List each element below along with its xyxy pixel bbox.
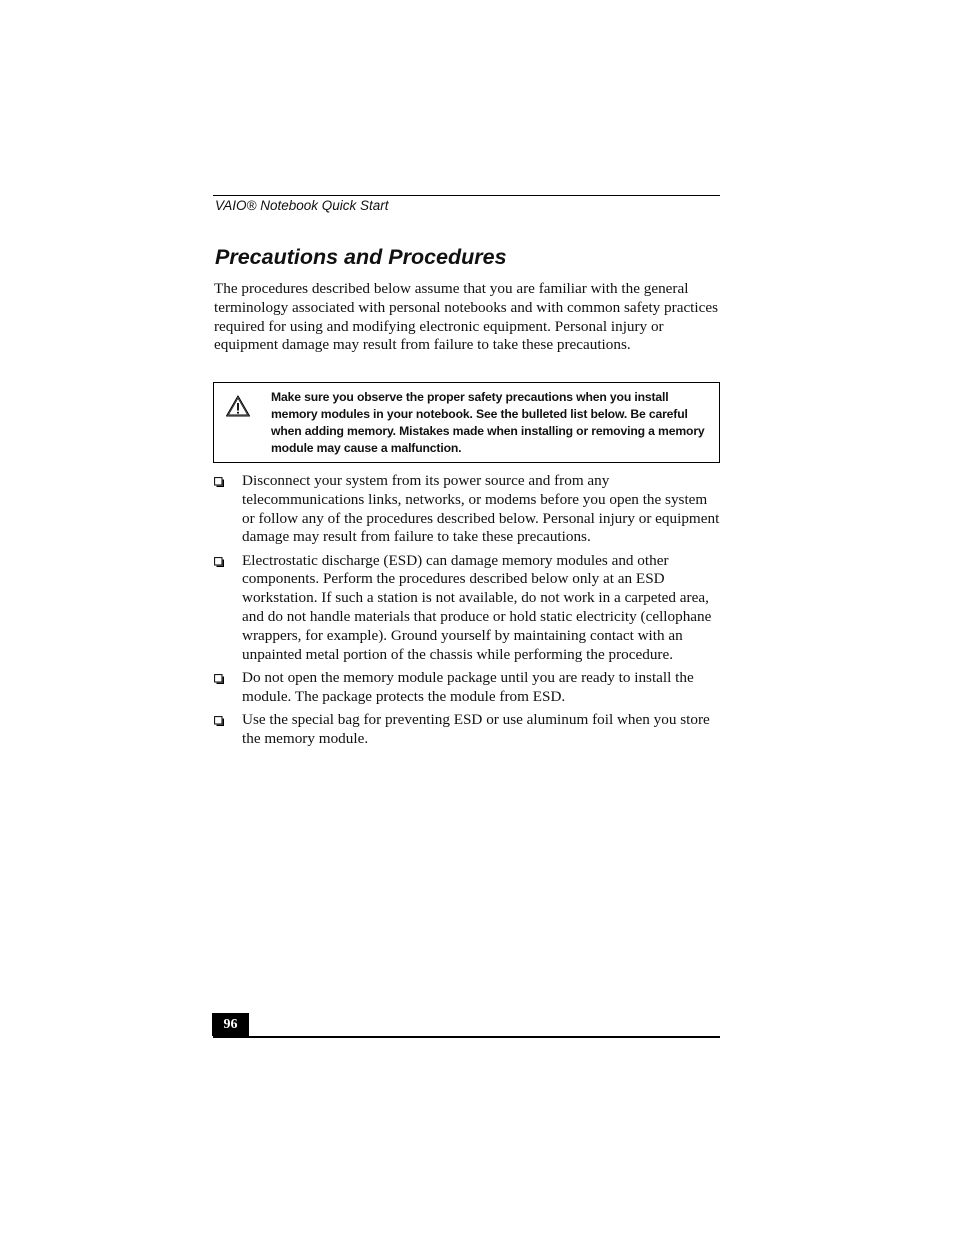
checkbox-bullet-icon — [214, 557, 224, 567]
list-item-text: Do not open the memory module package until you are ready to install the module. The package protects the module from ESD. — [242, 668, 694, 705]
list-item-text: Use the special bag for preventing ESD or use aluminum foil when you store the memory module. — [242, 710, 710, 747]
precautions-list — [214, 472, 720, 753]
list-item-text: Disconnect your system from its power source and from any telecommunications links, networks, or modems before you open the system or follow any of the procedures described below. Personal injury or equipment damage may result from failure to take these precautions. — [242, 472, 720, 546]
checkbox-bullet-icon — [214, 674, 224, 684]
checkbox-bullet-icon — [214, 477, 224, 487]
header-rule — [213, 195, 720, 196]
page-title: Precautions and Procedures — [215, 245, 507, 269]
running-head: VAIO® Notebook Quick Start — [215, 198, 389, 213]
list-item-text: Electrostatic discharge (ESD) can damage memory modules and other components. Perform the procedures described below only at an ESD workstation. If such a station is not available, do not work in a carpeted area, and do not handle materials that produce or hold static electricity (cellophane wrappers, for example). Ground yourself by maintaining contact with an unpainted metal portion of the chassis while performing the procedure. — [242, 551, 712, 663]
warning-box — [213, 382, 720, 463]
list-item — [214, 711, 720, 749]
footer-rule — [213, 1036, 720, 1038]
page-number: 96 — [212, 1013, 249, 1036]
list-item — [214, 669, 720, 707]
list-item — [214, 552, 720, 665]
list-item — [214, 472, 720, 547]
warning-text: Make sure you observe the proper safety precautions when you install memory modules in your notebook. See the bulleted list below. Be careful when adding memory. Mistakes made when installing or removing a memory module may cause a malfunction. — [271, 390, 705, 455]
intro-paragraph: The procedures described below assume that you are familiar with the general terminology associated with personal notebooks and with common safety practices required for using and modifying electronic equipment. Personal injury or equipment damage may result from failure to take these precautions. — [214, 280, 719, 354]
checkbox-bullet-icon — [214, 716, 224, 726]
warning-triangle-icon — [225, 394, 251, 418]
